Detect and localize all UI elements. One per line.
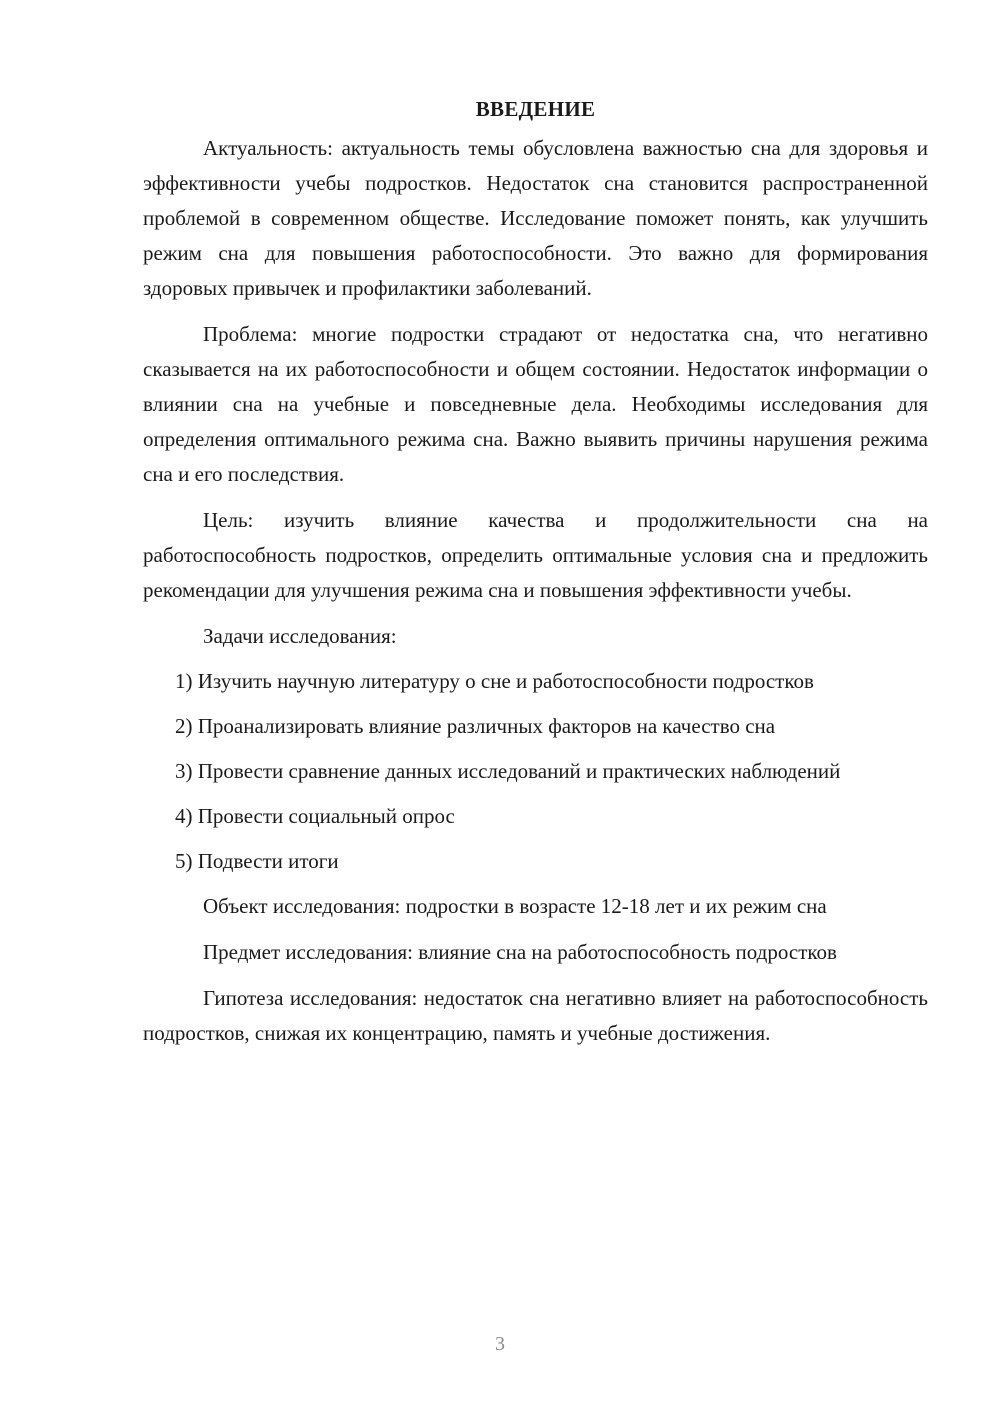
task-item-1: 1) Изучить научную литературу о сне и работоспособности подростков: [175, 669, 814, 693]
relevance-paragraph: Актуальность: актуальность темы обусловлена важностью сна для здоровья и эффективности учебы подростков. Недостаток сна становится распространенной проблемой в современном обществе. Исследование поможет понять, как улучшить режим сна для повышения работоспособности. Это важно для формирования здоровых привычек и профилактики заболеваний.: [143, 136, 928, 300]
object-paragraph: Объект исследования: подростки в возрасте 12-18 лет и их режим сна: [203, 894, 827, 918]
document-page: [143, 92, 928, 1062]
hypothesis-paragraph: Гипотеза исследования: недостаток сна негативно влияет на работоспособность подростков, снижая их концентрацию, память и учебные достижения.: [143, 986, 928, 1045]
tasks-heading: Задачи исследования:: [203, 624, 397, 648]
problem-paragraph: Проблема: многие подростки страдают от недостатка сна, что негативно сказывается на их работоспособности и общем состоянии. Недостаток информации о влиянии сна на учебные и повседневные дела. Необходимы исследования для определения оптимального режима сна. Важно выявить причины нарушения режима сна и его последствия.: [143, 322, 928, 486]
page-title: ВВЕДЕНИЕ: [475, 97, 596, 121]
task-item-5: 5) Подвести итоги: [175, 849, 339, 873]
goal-paragraph: Цель: изучить влияние качества и продолжительности сна на работоспособность подростков, определить оптимальные условия сна и предложить рекомендации для улучшения режима сна и повышения эффективности учебы.: [143, 508, 928, 602]
page-number: 3: [495, 1333, 505, 1355]
subject-paragraph: Предмет исследования: влияние сна на работоспособность подростков: [203, 940, 837, 964]
task-item-4: 4) Провести социальный опрос: [175, 804, 455, 828]
task-item-3: 3) Провести сравнение данных исследований и практических наблюдений: [175, 759, 841, 783]
task-item-2: 2) Проанализировать влияние различных факторов на качество сна: [175, 714, 776, 738]
